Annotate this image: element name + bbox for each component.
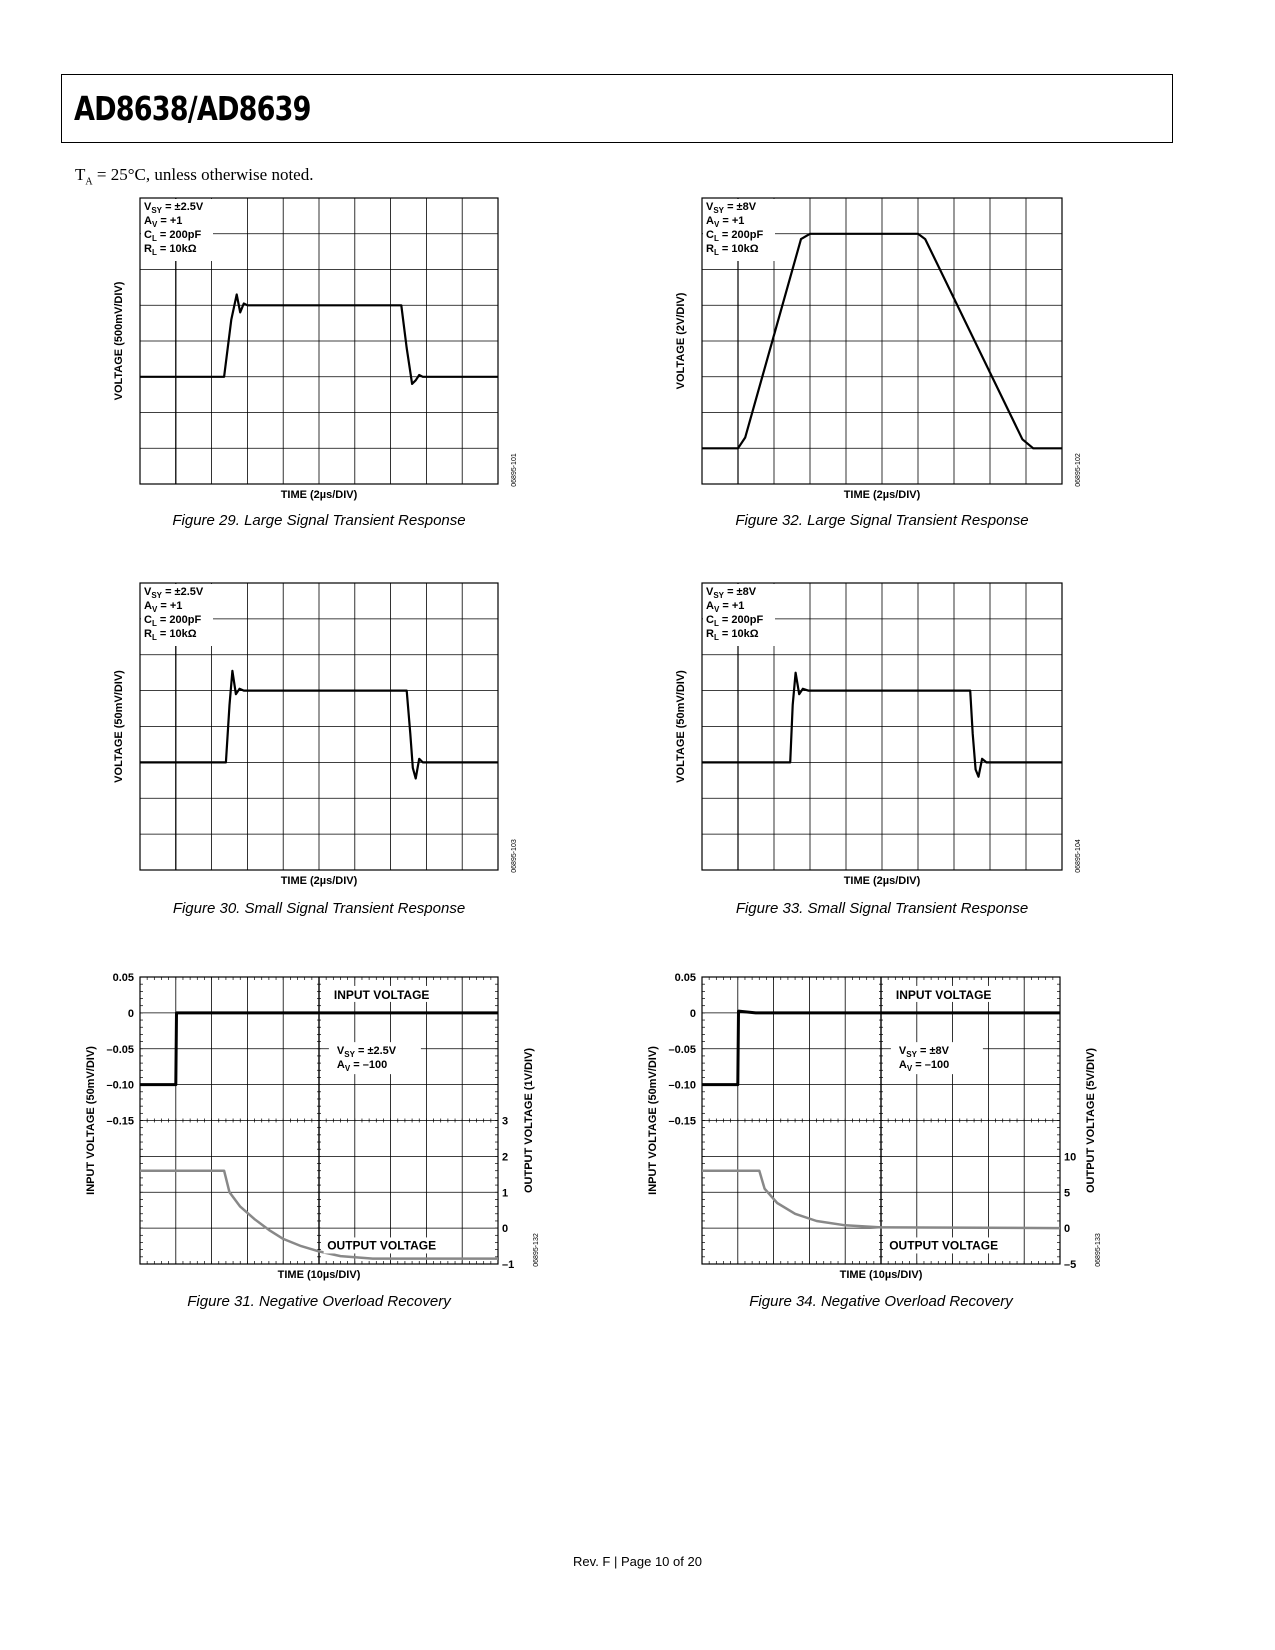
figure-code: 06895-103 <box>511 839 518 873</box>
input-voltage-label: INPUT VOLTAGE <box>895 987 992 1002</box>
left-tick-label: –0.10 <box>668 1079 696 1092</box>
chart-fig33 <box>675 583 1082 887</box>
left-tick-label: 0 <box>127 1007 134 1020</box>
x-axis-label: TIME (10µs/DIV) <box>277 1269 361 1281</box>
x-axis-label: TIME (2µs/DIV) <box>843 875 921 887</box>
output-voltage-label: OUTPUT VOLTAGE <box>327 1238 437 1253</box>
left-tick-label: 0.05 <box>112 972 134 984</box>
y2-axis-label: OUTPUT VOLTAGE (1V/DIV) <box>523 1047 535 1194</box>
caption-fig33: Figure 33. Small Signal Transient Response <box>735 900 1029 917</box>
condition-label: $V_{SY} = \pm 2.5V$ <box>336 1045 397 1060</box>
y-axis-label: VOLTAGE (50mV/DIV) <box>113 670 125 783</box>
cond-prefix: T <box>75 165 86 184</box>
condition-label: $A_V = +1$ <box>144 600 183 614</box>
figure-code: 06895-101 <box>511 453 518 487</box>
figure-code: 06895-132 <box>533 1233 540 1267</box>
right-tick-label: 2 <box>502 1151 509 1164</box>
right-tick-label: 3 <box>502 1115 509 1128</box>
condition-label: $A_V = +1$ <box>706 600 745 614</box>
right-tick-label: 0 <box>502 1223 509 1236</box>
cond-sub: A <box>85 176 93 188</box>
x-axis-label: TIME (2µs/DIV) <box>843 489 921 501</box>
caption-fig29: Figure 29. Large Signal Transient Response <box>172 512 466 529</box>
figure-code: 06895-102 <box>1075 453 1082 487</box>
condition-label: $A_V = -100$ <box>336 1059 388 1074</box>
left-tick-label: 0.05 <box>674 972 696 984</box>
y-axis-label: INPUT VOLTAGE (50mV/DIV) <box>647 1046 659 1195</box>
page-title: AD8638/AD8639 <box>74 89 311 128</box>
chart-fig29 <box>113 198 518 501</box>
x-axis-label: TIME (10µs/DIV) <box>839 1269 923 1281</box>
figure-code: 06895-133 <box>1095 1233 1102 1267</box>
condition-label: $V_{SY} = \pm 2.5V$ <box>144 201 204 215</box>
cond-rest: = 25°C, unless otherwise noted. <box>92 165 314 184</box>
condition-label: $A_V = -100$ <box>898 1059 950 1074</box>
figure-code: 06895-104 <box>1075 839 1082 873</box>
right-tick-label: 0 <box>1064 1223 1071 1236</box>
condition-label: $A_V = +1$ <box>706 215 745 229</box>
condition-label: $R_L = 10k\Omega$ <box>144 243 197 257</box>
condition-label: $R_L = 10k\Omega$ <box>706 243 759 257</box>
caption-fig32: Figure 32. Large Signal Transient Response <box>735 512 1029 529</box>
right-tick-label: 5 <box>1064 1187 1071 1200</box>
condition-label: $C_L = 200pF$ <box>706 614 764 628</box>
right-tick-label: –1 <box>502 1259 515 1271</box>
y-axis-label: VOLTAGE (2V/DIV) <box>675 292 687 390</box>
output-voltage-label: OUTPUT VOLTAGE <box>889 1238 999 1253</box>
y-axis-label: VOLTAGE (50mV/DIV) <box>675 670 687 783</box>
chart-fig34 <box>647 972 1102 1281</box>
condition-label: $R_L = 10k\Omega$ <box>144 628 197 642</box>
condition-label: $R_L = 10k\Omega$ <box>706 628 759 642</box>
left-tick-label: 0 <box>689 1007 696 1020</box>
caption-fig34: Figure 34. Negative Overload Recovery <box>749 1293 1013 1310</box>
condition-label: $C_L = 200pF$ <box>144 614 202 628</box>
left-tick-label: –0.10 <box>106 1079 134 1092</box>
x-axis-label: TIME (2µs/DIV) <box>280 489 358 501</box>
chart-fig32 <box>675 198 1082 501</box>
condition-label: $A_V = +1$ <box>144 215 183 229</box>
condition-label: $V_{SY} = \pm 8V$ <box>898 1045 949 1060</box>
x-axis-label: TIME (2µs/DIV) <box>280 875 358 887</box>
left-tick-label: –0.15 <box>106 1115 134 1128</box>
condition-label: $V_{SY} = \pm 8V$ <box>706 201 757 215</box>
left-tick-label: –0.15 <box>668 1115 696 1128</box>
right-tick-label: 1 <box>502 1187 509 1200</box>
y2-axis-label: OUTPUT VOLTAGE (5V/DIV) <box>1085 1047 1097 1194</box>
condition-label: $V_{SY} = \pm 2.5V$ <box>144 586 204 600</box>
y-axis-label: INPUT VOLTAGE (50mV/DIV) <box>85 1046 97 1195</box>
chart-fig30 <box>113 583 518 887</box>
condition-label: $C_L = 200pF$ <box>706 229 764 243</box>
left-tick-label: –0.05 <box>668 1043 696 1056</box>
input-voltage-label: INPUT VOLTAGE <box>333 987 430 1002</box>
condition-label: $V_{SY} = \pm 8V$ <box>706 586 757 600</box>
right-tick-label: –5 <box>1064 1259 1077 1271</box>
page-footer: Rev. F | Page 10 of 20 <box>573 1554 702 1569</box>
y-axis-label: VOLTAGE (500mV/DIV) <box>113 281 125 401</box>
right-tick-label: 10 <box>1064 1151 1077 1164</box>
chart-fig31 <box>85 972 540 1281</box>
caption-fig30: Figure 30. Small Signal Transient Response <box>172 900 466 917</box>
caption-fig31: Figure 31. Negative Overload Recovery <box>187 1293 451 1310</box>
left-tick-label: –0.05 <box>106 1043 134 1056</box>
condition-label: $C_L = 200pF$ <box>144 229 202 243</box>
